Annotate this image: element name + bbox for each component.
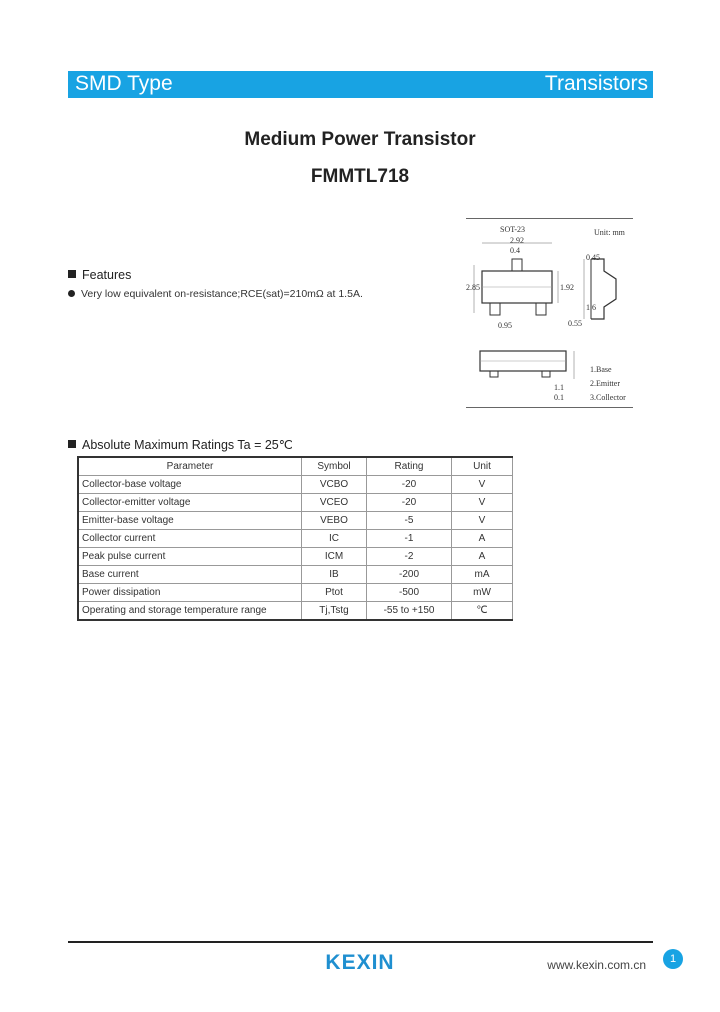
cell-symbol: VCBO <box>302 476 367 494</box>
pin-label: 3.Collector <box>590 393 626 402</box>
cell-symbol: Ptot <box>302 584 367 602</box>
package-name: SOT-23 <box>500 225 526 234</box>
column-header: Rating <box>367 457 452 476</box>
cell-rating: -500 <box>367 584 452 602</box>
cell-rating: -20 <box>367 476 452 494</box>
page-number-badge: 1 <box>663 949 683 969</box>
cell-parameter: Emitter-base voltage <box>78 512 302 530</box>
document-title: Medium Power Transistor <box>244 129 476 150</box>
table-row <box>78 530 513 548</box>
cell-rating: -55 to +150 <box>367 602 452 621</box>
cell-parameter: Power dissipation <box>78 584 302 602</box>
cell-symbol: Tj,Tstg <box>302 602 367 621</box>
cell-rating: -2 <box>367 548 452 566</box>
cell-parameter: Collector-base voltage <box>78 476 302 494</box>
cell-symbol: IB <box>302 566 367 584</box>
footer-divider <box>68 941 653 943</box>
ratings-heading <box>68 437 293 452</box>
column-header: Parameter <box>78 457 302 476</box>
dim-label: 2.92 <box>510 236 524 245</box>
package-drawing <box>466 218 633 408</box>
cell-unit: V <box>452 476 513 494</box>
cell-parameter: Collector current <box>78 530 302 548</box>
table-row <box>78 494 513 512</box>
cell-rating: -5 <box>367 512 452 530</box>
cell-rating: -1 <box>367 530 452 548</box>
column-header: Unit <box>452 457 513 476</box>
dim-label: 0.55 <box>568 319 582 328</box>
cell-symbol: IC <box>302 530 367 548</box>
header-category: SMD Type <box>75 72 173 95</box>
dim-label: 0.1 <box>554 393 564 402</box>
round-bullet-icon <box>68 290 75 297</box>
features-heading-text: Features <box>82 268 132 282</box>
cell-rating: -20 <box>367 494 452 512</box>
dim-label: 0.45 <box>586 253 600 262</box>
cell-parameter: Peak pulse current <box>78 548 302 566</box>
feature-item <box>68 288 363 300</box>
dim-label: 0.4 <box>510 246 520 255</box>
cell-symbol: ICM <box>302 548 367 566</box>
cell-unit: V <box>452 494 513 512</box>
package-unit: Unit: mm <box>594 228 625 237</box>
table-row <box>78 512 513 530</box>
cell-unit: A <box>452 530 513 548</box>
dim-label: 0.95 <box>498 321 512 330</box>
cell-parameter: Base current <box>78 566 302 584</box>
table-row <box>78 584 513 602</box>
cell-parameter: Collector-emitter voltage <box>78 494 302 512</box>
table-row <box>78 566 513 584</box>
ratings-table <box>77 456 513 621</box>
cell-rating: -200 <box>367 566 452 584</box>
cell-parameter: Operating and storage temperature range <box>78 602 302 621</box>
cell-unit: mW <box>452 584 513 602</box>
part-number: FMMTL718 <box>310 166 410 187</box>
cell-unit: A <box>452 548 513 566</box>
kexin-logo: KEXIN <box>325 951 395 974</box>
dim-label: 1.6 <box>586 303 596 312</box>
dim-label: 1.92 <box>560 283 574 292</box>
footer-website: www.kexin.com.cn <box>547 958 646 972</box>
features-heading <box>68 268 131 282</box>
pin-label: 1.Base <box>590 365 612 374</box>
table-row <box>78 476 513 494</box>
dim-label: 2.85 <box>466 283 480 292</box>
header-product-type: Transistors <box>544 72 648 95</box>
table-header-row <box>78 457 513 476</box>
cell-unit: mA <box>452 566 513 584</box>
pin-label: 2.Emitter <box>590 379 620 388</box>
cell-unit: ℃ <box>452 602 513 621</box>
cell-symbol: VEBO <box>302 512 367 530</box>
table-row <box>78 602 513 621</box>
cell-unit: V <box>452 512 513 530</box>
column-header: Symbol <box>302 457 367 476</box>
table-row <box>78 548 513 566</box>
ratings-heading-text: Absolute Maximum Ratings Ta = 25℃ <box>82 438 293 452</box>
square-bullet-icon <box>68 440 76 448</box>
feature-item-text: Very low equivalent on-resistance;RCE(sat)=210mΩ at 1.5A. <box>81 288 363 300</box>
dim-label: 1.1 <box>554 383 564 392</box>
square-bullet-icon <box>68 270 76 278</box>
cell-symbol: VCEO <box>302 494 367 512</box>
header-bar <box>68 71 653 98</box>
